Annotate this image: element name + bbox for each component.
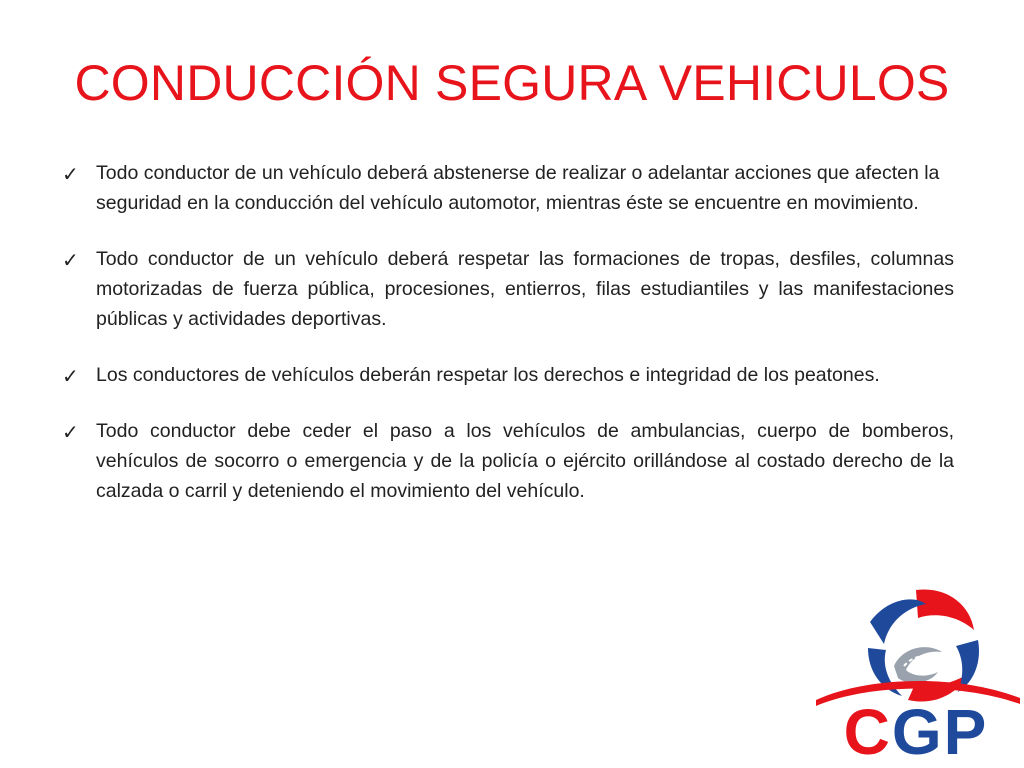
list-item bbox=[62, 158, 954, 218]
bullet-text: Los conductores de vehículos deberán respetar los derechos e integridad de los peatones. bbox=[96, 364, 880, 386]
logo-text: CGP bbox=[843, 696, 989, 768]
bullet-text: Todo conductor debe ceder el paso a los vehículos de ambulancias, cuerpo de bomberos, vehículos de socorro o emergencia y de la policía o ejército orillándose al costado derecho de la calzada o carril y deteniendo el movimiento del vehículo. bbox=[96, 420, 954, 502]
checkmark-icon: ✓ bbox=[62, 420, 79, 444]
list-item bbox=[62, 360, 954, 390]
bullet-text: Todo conductor de un vehículo deberá respetar las formaciones de tropas, desfiles, columnas motorizadas de fuerza pública, procesiones, entierros, filas estudiantiles y las manifestaciones públicas y actividades deportivas. bbox=[96, 248, 954, 330]
cgp-logo-graphic bbox=[808, 582, 1024, 768]
checkmark-icon: ✓ bbox=[62, 248, 79, 272]
list-item bbox=[62, 244, 954, 334]
slide-title: CONDUCCIÓN SEGURA VEHICULOS bbox=[74, 55, 950, 111]
bullet-list bbox=[62, 158, 954, 532]
bullet-text: Todo conductor de un vehículo deberá abstenerse de realizar o adelantar acciones que afecten la seguridad en la conducción del vehículo automotor, mientras éste se encuentre en movimiento. bbox=[96, 162, 940, 214]
checkmark-icon: ✓ bbox=[62, 364, 79, 388]
list-item bbox=[62, 416, 954, 506]
cgp-logo bbox=[808, 582, 1024, 768]
checkmark-icon: ✓ bbox=[62, 162, 79, 186]
